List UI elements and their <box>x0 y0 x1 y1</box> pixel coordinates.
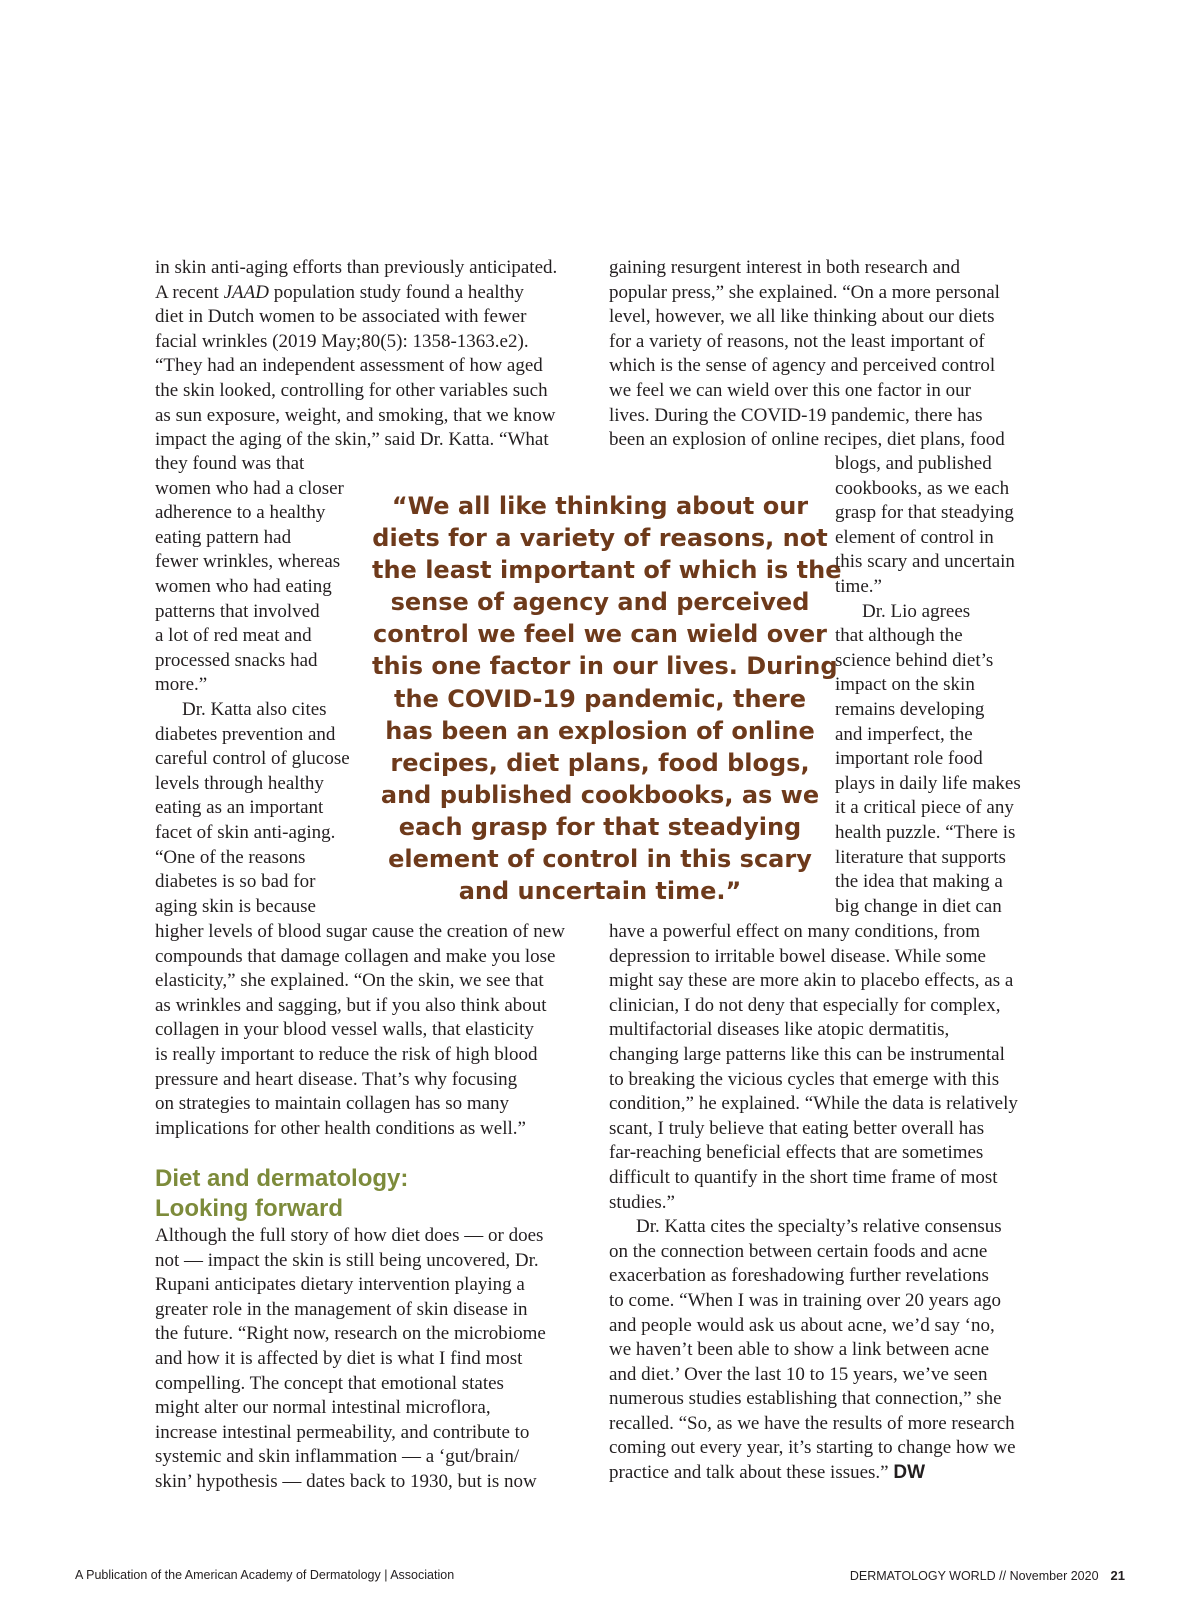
text-line: this scary and uncertain <box>835 551 1015 573</box>
text-line: patterns that involved <box>155 600 320 622</box>
text-line: recalled. “So, as we have the results of more research <box>609 1412 1015 1434</box>
text-line: increase intestinal permeability, and contribute to <box>155 1421 530 1443</box>
text-line: that although the <box>835 625 963 647</box>
text-line: gaining resurgent interest in both research and <box>609 257 961 278</box>
text-line: level, however, we all like thinking about our diets <box>609 306 995 328</box>
text-line: Dr. Lio agrees <box>862 600 971 622</box>
text-line: women who had eating <box>155 575 332 597</box>
text-line: and people would ask us about acne, we’d say ‘no, <box>609 1314 995 1336</box>
text-line: levels through healthy <box>155 772 324 794</box>
right-column-bottom <box>609 920 1018 1486</box>
text-line: greater role in the management of skin disease in <box>155 1298 528 1320</box>
pull-quote-line: has been an explosion of online <box>385 716 815 745</box>
pull-quote <box>372 490 842 907</box>
text-line: depression to irritable bowel disease. While some <box>609 945 986 967</box>
text-line: as sun exposure, weight, and smoking, that we know <box>155 404 556 426</box>
text-line: coming out every year, it’s starting to change how we <box>609 1437 1016 1459</box>
text-line: facet of skin anti-aging. <box>155 821 336 843</box>
footer-magazine-date: DERMATOLOGY WORLD // November 2020 <box>849 1569 1099 1583</box>
text-line: and imperfect, the <box>835 723 973 745</box>
journal-name: JAAD <box>223 281 269 303</box>
text-line: it a critical piece of any <box>835 797 1014 819</box>
text-line: big change in diet can <box>835 895 1002 917</box>
section-heading-line: Diet and dermatology: <box>155 1165 409 1192</box>
text-line: systemic and skin inflammation — a ‘gut/brain/ <box>155 1446 520 1468</box>
text-line: “They had an independent assessment of how aged <box>155 355 543 377</box>
text-line: to come. “When I was in training over 20 years ago <box>609 1289 1002 1311</box>
left-column-narrow <box>155 452 350 919</box>
text-line: processed snacks had <box>155 649 318 671</box>
text-line: aging skin is because <box>155 895 316 917</box>
text-line: numerous studies establishing that connection,” she <box>609 1388 1002 1410</box>
footer-issue <box>850 1568 1125 1583</box>
text-line: implications for other health conditions as well.” <box>155 1117 526 1139</box>
text-line: multifactorial diseases like atopic dermatitis, <box>609 1019 950 1041</box>
text-line: more.” <box>155 674 208 696</box>
text-line: Dr. Katta also cites <box>182 698 327 720</box>
text-line: and how it is affected by diet is what I find most <box>155 1347 523 1369</box>
pull-quote-line: this one factor in our lives. During <box>372 652 838 681</box>
text-line: the future. “Right now, research on the microbiome <box>155 1323 546 1345</box>
text-line: a lot of red meat and <box>155 625 312 647</box>
text-line: on the connection between certain foods and acne <box>609 1240 988 1262</box>
text-line: skin’ hypothesis — dates back to 1930, but is now <box>155 1470 537 1492</box>
text-line: science behind diet’s <box>835 649 994 671</box>
text-line: diabetes is so bad for <box>155 871 316 893</box>
text-line: is really important to reduce the risk of high blood <box>155 1043 538 1065</box>
text-line: collagen in your blood vessel walls, that elasticity <box>155 1019 534 1041</box>
text-line: element of control in <box>835 526 994 548</box>
text-line: condition,” he explained. “While the data is relatively <box>609 1093 1018 1115</box>
text-line: compelling. The concept that emotional states <box>155 1372 504 1394</box>
text-line: grasp for that steadying <box>835 502 1014 524</box>
text-line: cookbooks, as we each <box>835 477 1010 499</box>
text-line: clinician, I do not deny that especially for complex, <box>609 994 1001 1016</box>
pull-quote-line: recipes, diet plans, food blogs, <box>390 748 810 777</box>
text-line: in skin anti-aging efforts than previously anticipated. <box>155 257 558 278</box>
left-column-section <box>155 1224 546 1495</box>
pull-quote-line: control we feel we can wield over <box>373 620 827 649</box>
text-line: adherence to a healthy <box>155 502 326 524</box>
text-line: time.” <box>835 575 882 597</box>
text-line: fewer wrinkles, whereas <box>155 551 341 573</box>
text-line: far-reaching beneficial effects that are sometimes <box>609 1142 984 1164</box>
text-line: pressure and heart disease. That’s why focusing <box>155 1068 518 1090</box>
pull-quote-line: and uncertain time.” <box>458 877 742 906</box>
text-line: for a variety of reasons, not the least important of <box>609 330 985 352</box>
text-line: compounds that damage collagen and make you lose <box>155 945 556 967</box>
text-line: on strategies to maintain collagen has so many <box>155 1093 510 1115</box>
text-line: Although the full story of how diet does — or does <box>155 1225 544 1246</box>
pull-quote-line: “We all like thinking about our <box>391 492 809 520</box>
text-line: plays in daily life makes <box>835 772 1021 794</box>
text-line: exacerbation as foreshadowing further revelations <box>609 1265 989 1287</box>
left-column-top <box>155 256 557 453</box>
text-line: important role food <box>835 748 983 770</box>
text-line: not — impact the skin is still being uncovered, Dr. <box>155 1249 539 1271</box>
text-line: eating pattern had <box>155 526 292 548</box>
text-line: impact on the skin <box>835 674 975 696</box>
text-line: blogs, and published <box>835 453 992 474</box>
text-line: higher levels of blood sugar cause the creation of new <box>155 921 565 942</box>
text-line: might say these are more akin to placebo effects, as a <box>609 970 1014 992</box>
text-line: A recent JAAD population study found a healthy <box>155 281 524 303</box>
text-line: practice and talk about these issues.” DW <box>609 1462 926 1484</box>
text-line: popular press,” she explained. “On a more personal <box>609 281 1000 303</box>
pull-quote-line: sense of agency and perceived <box>390 588 810 617</box>
text-line: been an explosion of online recipes, diet plans, food <box>609 429 1005 451</box>
section-heading-line: Looking forward <box>155 1195 343 1222</box>
pull-quote-line: diets for a variety of reasons, not <box>372 524 828 553</box>
text-line: scant, I truly believe that eating better overall has <box>609 1117 985 1139</box>
text-line: literature that supports <box>835 846 1006 868</box>
text-line: eating as an important <box>155 797 324 819</box>
left-column-bottom <box>155 920 565 1141</box>
footer-publication: A Publication of the American Academy of Dermatology | Association <box>75 1568 455 1582</box>
text-line: impact the aging of the skin,” said Dr. Katta. “What <box>155 429 549 451</box>
text-line: changing large patterns like this can be instrumental <box>609 1043 1005 1065</box>
text-line: have a powerful effect on many conditions, from <box>609 921 981 942</box>
text-line: to breaking the vicious cycles that emerge with this <box>609 1068 1000 1090</box>
text-line: which is the sense of agency and perceived control <box>609 355 996 377</box>
text-line: diabetes prevention and <box>155 723 336 745</box>
text-line: difficult to quantify in the short time frame of most <box>609 1166 998 1188</box>
text-line: Dr. Katta cites the specialty’s relative consensus <box>636 1216 1002 1238</box>
pull-quote-line: each grasp for that steadying <box>398 812 802 841</box>
pull-quote-line: and published cookbooks, as we <box>380 780 820 809</box>
pull-quote-line: the least important of which is the <box>372 556 842 585</box>
page-number: 21 <box>1110 1568 1125 1583</box>
text-line: the idea that making a <box>835 871 1003 893</box>
text-line: health puzzle. “There is <box>835 821 1016 843</box>
right-column-top <box>609 256 1005 453</box>
text-line: remains developing <box>835 698 985 720</box>
right-column-narrow <box>835 452 1021 919</box>
text-line: the skin looked, controlling for other variables such <box>155 379 548 401</box>
signoff-mark: DW <box>893 1462 926 1484</box>
text-line: might alter our normal intestinal microflora, <box>155 1397 491 1419</box>
text-line: we haven’t been able to show a link between acne <box>609 1339 990 1361</box>
text-line: lives. During the COVID-19 pandemic, there has <box>609 404 983 426</box>
text-line: careful control of glucose <box>155 748 350 770</box>
text-line: elasticity,” she explained. “On the skin, we see that <box>155 970 544 992</box>
text-line: and diet.’ Over the last 10 to 15 years, we’ve seen <box>609 1363 988 1385</box>
text-line: studies.” <box>609 1191 675 1213</box>
text-line: Rupani anticipates dietary intervention playing a <box>155 1274 525 1296</box>
text-line: they found was that <box>155 453 305 474</box>
text-line: women who had a closer <box>155 477 344 499</box>
pull-quote-line: element of control in this scary <box>388 845 812 874</box>
text-line: we feel we can wield over this one factor in our <box>609 379 971 401</box>
text-line: facial wrinkles (2019 May;80(5): 1358-1363.e2). <box>155 330 529 352</box>
text-line: as wrinkles and sagging, but if you also think about <box>155 994 547 1016</box>
pull-quote-line: the COVID-19 pandemic, there <box>394 684 806 713</box>
text-line: “One of the reasons <box>155 846 306 868</box>
text-line: diet in Dutch women to be associated with fewer <box>155 306 527 328</box>
section-heading <box>155 1164 408 1224</box>
